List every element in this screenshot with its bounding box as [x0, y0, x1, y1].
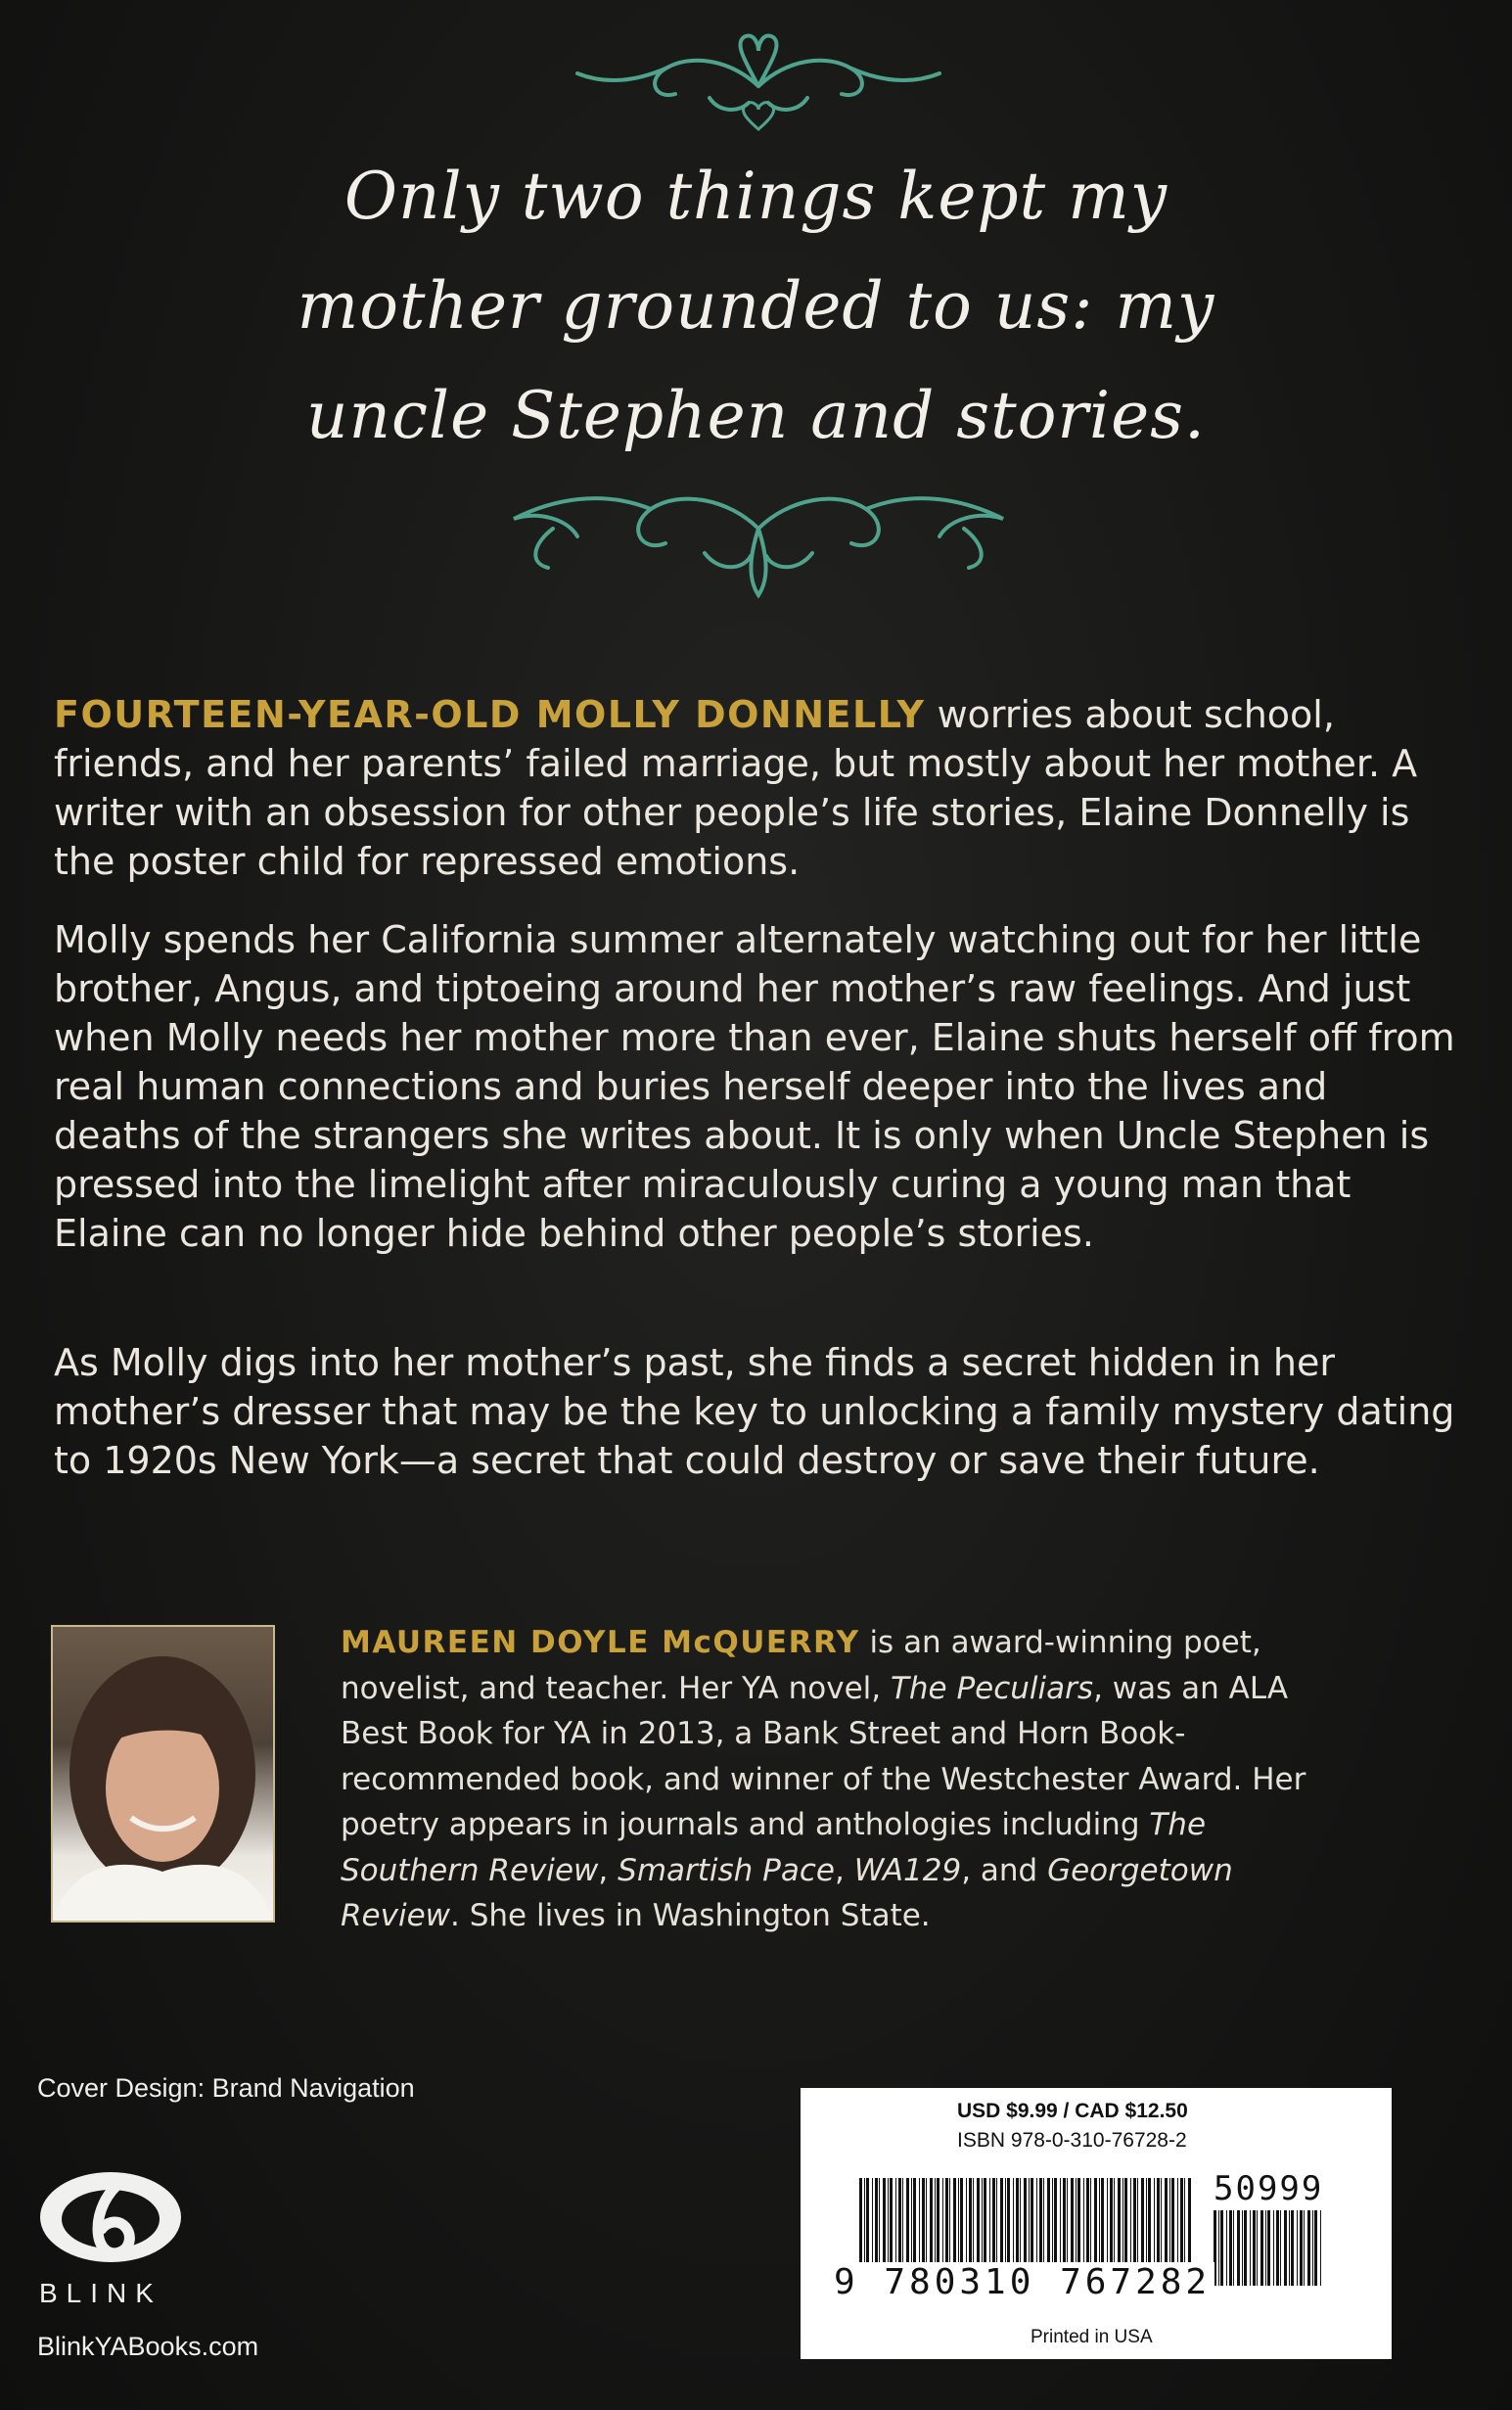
bio-separator: ,: [834, 1852, 854, 1888]
author-photo: [51, 1625, 275, 1923]
bio-separator: ,: [598, 1852, 619, 1888]
bio-book-title: The Peculiars: [890, 1670, 1094, 1706]
author-name: MAUREEN DOYLE McQUERRY: [341, 1625, 860, 1660]
bio-journal: Smartish Pace: [618, 1852, 835, 1888]
addon-barcode-icon: [1214, 2210, 1321, 2286]
barcode-addon-number: 50999: [1214, 2169, 1324, 2208]
quote-line-3: uncle Stephen and stories.: [306, 378, 1206, 453]
flourish-top-icon: [563, 29, 954, 137]
blurb-paragraph-3: As Molly digs into her mother’s past, she finds a secret hidden in her mother’s dresser that may be the key to unlocking a family mystery dating to 1920s New York—a secret that could destroy or save their future.: [54, 1341, 1455, 1482]
quote-line-1: Only two things kept my: [344, 159, 1168, 234]
barcode-label: [801, 2088, 1392, 2359]
author-bio: [341, 1620, 1324, 1939]
bio-text: . She lives in Washington State.: [450, 1898, 931, 1933]
pull-quote: [245, 142, 1267, 471]
barcode-number: 9 780310 767282: [830, 2262, 1214, 2302]
bio-text: is an award-winning poet, novelist, and teacher. Her YA novel,: [341, 1625, 1261, 1706]
quote-line-2: mother grounded to us: my: [297, 268, 1215, 344]
author-portrait-icon: [53, 1627, 273, 1921]
bio-journal: WA129: [853, 1852, 962, 1888]
publisher-website: BlinkYABooks.com: [37, 2332, 259, 2361]
publisher-logo-text: BLINK: [39, 2278, 162, 2308]
cover-design-credit: Cover Design: Brand Navigation: [37, 2073, 415, 2103]
bio-journal: The Southern Review: [341, 1807, 1207, 1888]
blurb-paragraph-1: [54, 690, 1463, 886]
bio-separator: , and: [961, 1852, 1048, 1888]
bio-journal: Georgetown Review: [341, 1852, 1233, 1933]
blink-logo-icon: [37, 2168, 184, 2266]
blurb-lead-name: FOURTEEN-YEAR-OLD MOLLY DONNELLY: [54, 693, 926, 736]
price: USD $9.99 / CAD $12.50: [957, 2100, 1188, 2122]
blurb-paragraph-2: Molly spends her California summer alternately watching out for her little brother, Angus, and tiptoeing around her mother’s raw feelings. And just when Molly needs her mother more than ever, Elaine shuts herself off from real human connections and buries herself deeper into the lives and deaths of the strangers she writes about. It is only when Uncle Stephen is pressed into the limelight after miraculously curing a young man that Elaine can no longer hide behind other people’s stories.: [54, 918, 1455, 1255]
isbn: ISBN 978-0-310-76728-2: [957, 2129, 1187, 2152]
printed-in: Printed in USA: [1031, 2327, 1153, 2347]
blurb-paragraph-1-text: worries about school, friends, and her parents’ failed marriage, but mostly about her mother. A writer with an obsession for other people’s life stories, Elaine Donnelly is the poster child for repressed emotions.: [54, 693, 1418, 883]
bio-text: , was an ALA Best Book for YA in 2013, a Bank Street and Horn Book-recommended book, and winner of the Westchester Award. Her poetry appears in journals and anthologies including: [341, 1670, 1306, 1842]
flourish-bottom-icon: [494, 460, 1023, 607]
